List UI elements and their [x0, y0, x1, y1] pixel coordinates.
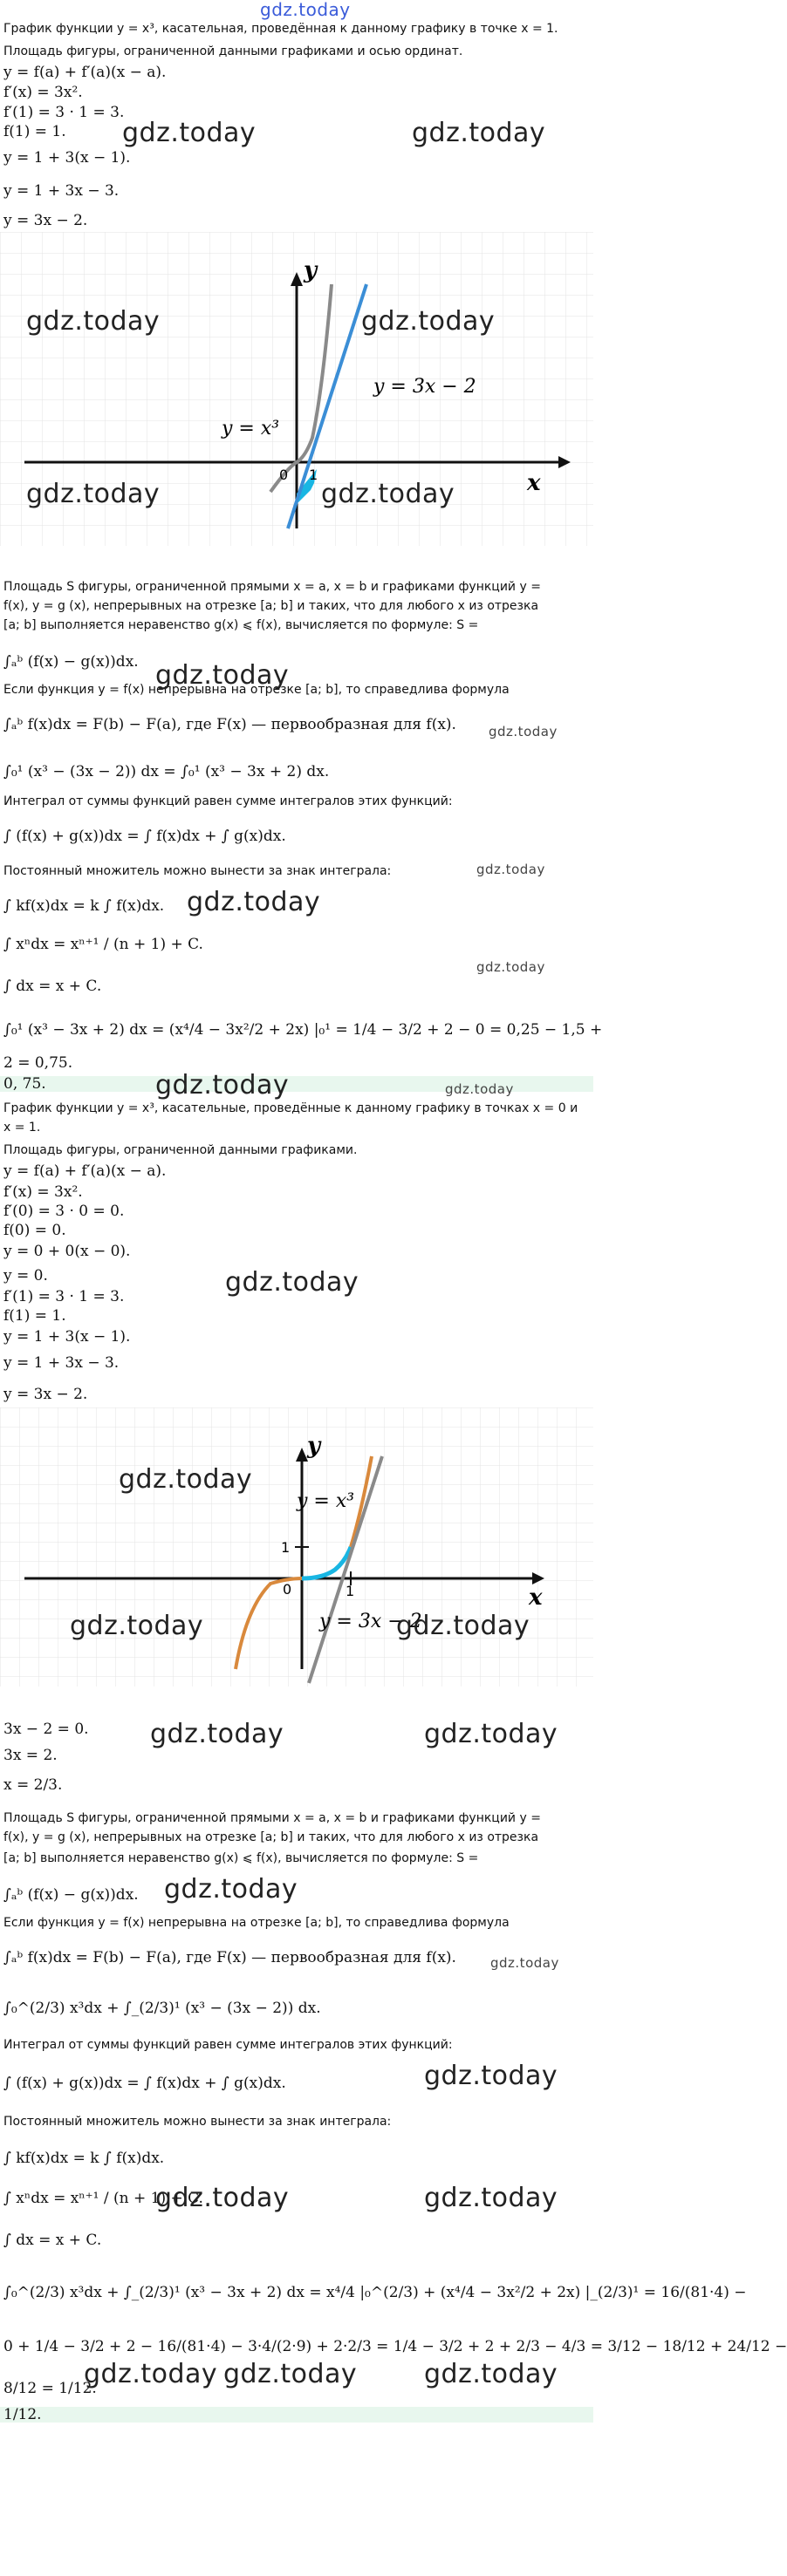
label-curve: y = x³ — [297, 1490, 355, 1512]
watermark: gdz.today — [412, 118, 546, 148]
watermark-small: gdz.today — [489, 724, 558, 739]
watermark: gdz.today — [84, 2359, 218, 2389]
theory-line: Постоянный множитель можно вынести за знак интеграла: — [3, 2115, 392, 2129]
watermark: gdz.today — [155, 660, 290, 691]
axis-y-label: y — [307, 1433, 321, 1459]
part2-line: График функции y = x³, касательные, проведённые к данному графику в точках x = 0 и — [3, 1101, 578, 1115]
watermark: gdz.today — [424, 2359, 558, 2389]
part2-line: y = f(a) + f′(a)(x − a). — [3, 1162, 167, 1180]
tick-one-x: 1 — [346, 1583, 355, 1599]
theory-line: ∫ₐᵇ f(x)dx = F(b) − F(a), где F(x) — первообразная для f(x). — [3, 716, 456, 733]
theory-line: ∫ₐᵇ (f(x) − g(x))dx. — [3, 653, 139, 671]
theory-line: Интеграл от суммы функций равен сумме интегралов этих функций: — [3, 2038, 453, 2052]
label-tangent: y = 3x − 2 — [373, 376, 476, 398]
theory-line: Площадь S фигуры, ограниченной прямыми x = a, x = b и графиками функций y = — [3, 1811, 541, 1825]
part2-line: x = 1. — [3, 1121, 41, 1135]
solve-line: 3x − 2 = 0. — [3, 1721, 89, 1738]
theory-line: ∫ xⁿdx = xⁿ⁺¹ / (n + 1) + C. — [3, 2190, 203, 2207]
theory-line: 0 + 1/4 − 3/2 + 2 − 16/(81·4) − 3·4/(2·9) + 2·2/3 = 1/4 − 3/2 + 2 + 2/3 − 4/3 = 3/12 − 18/12 + 24/12 − — [3, 2338, 787, 2355]
graph-2-svg — [0, 1407, 593, 1687]
watermark: gdz.today — [424, 2183, 558, 2213]
part1-line: y = f(a) + f′(a)(x − a). — [3, 64, 167, 81]
tick-zero: 0 — [279, 467, 289, 483]
watermark-small: gdz.today — [490, 1955, 559, 1971]
part1-line: f(1) = 1. — [3, 123, 66, 140]
axis-x-label: x — [529, 1584, 543, 1611]
part2-line: y = 0 + 0(x − 0). — [3, 1243, 131, 1260]
graph-2 — [0, 1407, 593, 1687]
part2-line: f′(1) = 3 · 1 = 3. — [3, 1288, 125, 1305]
watermark: gdz.today — [122, 118, 257, 148]
theory-line: ∫ dx = x + C. — [3, 2232, 102, 2249]
part1-line: f′(1) = 3 · 1 = 3. — [3, 104, 125, 121]
theory-line: [a; b] выполняется неравенство g(x) ⩽ f(x), вычисляется по формуле: S = — [3, 618, 479, 632]
theory-line: 8/12 = 1/12. — [3, 2380, 97, 2397]
watermark: gdz.today — [424, 1719, 558, 1749]
part1-line: y = 3x − 2. — [3, 212, 88, 229]
solve-line: x = 2/3. — [3, 1776, 63, 1794]
axis-x-label: x — [527, 470, 541, 496]
watermark: gdz.today — [321, 479, 455, 509]
theory-line: [a; b] выполняется неравенство g(x) ⩽ f(x), вычисляется по формуле: S = — [3, 1851, 479, 1865]
part1-line: y = 1 + 3x − 3. — [3, 182, 120, 200]
watermark: gdz.today — [26, 479, 161, 509]
watermark: gdz.today — [155, 1070, 290, 1101]
theory-line: ∫ₐᵇ f(x)dx = F(b) − F(a), где F(x) — первообразная для f(x). — [3, 1949, 456, 1966]
theory-line: Интеграл от суммы функций равен сумме интегралов этих функций: — [3, 794, 453, 808]
part2-line: Площадь фигуры, ограниченной данными графиками. — [3, 1143, 358, 1157]
theory-line: f(x), y = g (x), непрерывных на отрезке [a; b] и таких, что для любого x из отрезка — [3, 599, 539, 613]
label-curve: y = x³ — [222, 418, 280, 440]
theory-line: ∫₀^(2/3) x³dx + ∫_(2/3)¹ (x³ − (3x − 2)) dx. — [3, 2000, 321, 2017]
watermark: gdz.today — [155, 2183, 290, 2213]
theory-line: Постоянный множитель можно вынести за знак интеграла: — [3, 864, 392, 878]
part2-line: f′(0) = 3 · 0 = 0. — [3, 1203, 125, 1220]
tick-one: 1 — [309, 467, 318, 483]
watermark: gdz.today — [150, 1719, 284, 1749]
theory-line: ∫ kf(x)dx = k ∫ f(x)dx. — [3, 2150, 165, 2167]
answer-2: 1/12. — [0, 2407, 593, 2423]
part2-line: f(1) = 1. — [3, 1307, 66, 1325]
tick-one-y: 1 — [281, 1539, 291, 1556]
part2-line: y = 0. — [3, 1267, 48, 1285]
answer-1: 0, 75. — [0, 1076, 593, 1092]
header-watermark[interactable]: gdz.today — [260, 0, 351, 20]
part2-line: y = 1 + 3x − 3. — [3, 1354, 120, 1372]
watermark: gdz.today — [26, 306, 161, 337]
theory-line: Если функция y = f(x) непрерывна на отрезке [a; b], то справедлива формула — [3, 683, 510, 697]
part1-line: f′(x) = 3x². — [3, 84, 83, 101]
watermark: gdz.today — [164, 1874, 298, 1905]
watermark: gdz.today — [396, 1611, 530, 1641]
part2-line: y = 1 + 3(x − 1). — [3, 1328, 131, 1346]
solve-line: 3x = 2. — [3, 1747, 58, 1764]
theory-line: ∫ xⁿdx = xⁿ⁺¹ / (n + 1) + C. — [3, 936, 203, 953]
part1-line: График функции y = x³, касательная, проведённая к данному графику в точке x = 1. — [3, 22, 558, 36]
theory-line: 2 = 0,75. — [3, 1054, 73, 1072]
theory-line: f(x), y = g (x), непрерывных на отрезке [a; b] и таких, что для любого x из отрезка — [3, 1830, 539, 1844]
theory-line: Площадь S фигуры, ограниченной прямыми x = a, x = b и графиками функций y = — [3, 580, 541, 594]
part1-line: Площадь фигуры, ограниченной данными графиками и осью ординат. — [3, 44, 463, 58]
tick-zero: 0 — [283, 1581, 292, 1598]
theory-line: ∫₀¹ (x³ − (3x − 2)) dx = ∫₀¹ (x³ − 3x + 2) dx. — [3, 763, 330, 780]
part2-line: y = 3x − 2. — [3, 1386, 88, 1403]
axis-y-label: y — [304, 257, 318, 283]
watermark-small: gdz.today — [476, 862, 545, 877]
theory-line: ∫₀^(2/3) x³dx + ∫_(2/3)¹ (x³ − 3x + 2) dx = x⁴/4 |₀^(2/3) + (x⁴/4 − 3x²/2 + 2x) |_(2/3)¹ = 16/(81·4) − — [3, 2284, 747, 2301]
theory-line: ∫ (f(x) + g(x))dx = ∫ f(x)dx + ∫ g(x)dx. — [3, 828, 286, 845]
watermark: gdz.today — [225, 1267, 359, 1298]
part2-line: f(0) = 0. — [3, 1222, 66, 1239]
theory-line: Если функция y = f(x) непрерывна на отрезке [a; b], то справедлива формула — [3, 1916, 510, 1930]
theory-line: ∫ (f(x) + g(x))dx = ∫ f(x)dx + ∫ g(x)dx. — [3, 2075, 286, 2092]
label-tangent: y = 3x − 2 — [319, 1611, 422, 1632]
part2-line: f′(x) = 3x². — [3, 1183, 83, 1201]
watermark-small: gdz.today — [476, 959, 545, 975]
theory-line: ∫ₐᵇ (f(x) − g(x))dx. — [3, 1886, 139, 1904]
part1-line: y = 1 + 3(x − 1). — [3, 149, 131, 167]
watermark: gdz.today — [187, 887, 321, 917]
watermark: gdz.today — [223, 2359, 358, 2389]
watermark: gdz.today — [70, 1611, 204, 1641]
theory-line: ∫ kf(x)dx = k ∫ f(x)dx. — [3, 897, 165, 915]
watermark: gdz.today — [119, 1464, 253, 1495]
watermark-small: gdz.today — [445, 1081, 514, 1097]
watermark: gdz.today — [361, 306, 496, 337]
watermark: gdz.today — [424, 2061, 558, 2091]
theory-line: ∫ dx = x + C. — [3, 978, 102, 995]
theory-line: ∫₀¹ (x³ − 3x + 2) dx = (x⁴/4 − 3x²/2 + 2x) |₀¹ = 1/4 − 3/2 + 2 − 0 = 0,25 − 1,5 + — [3, 1021, 603, 1039]
